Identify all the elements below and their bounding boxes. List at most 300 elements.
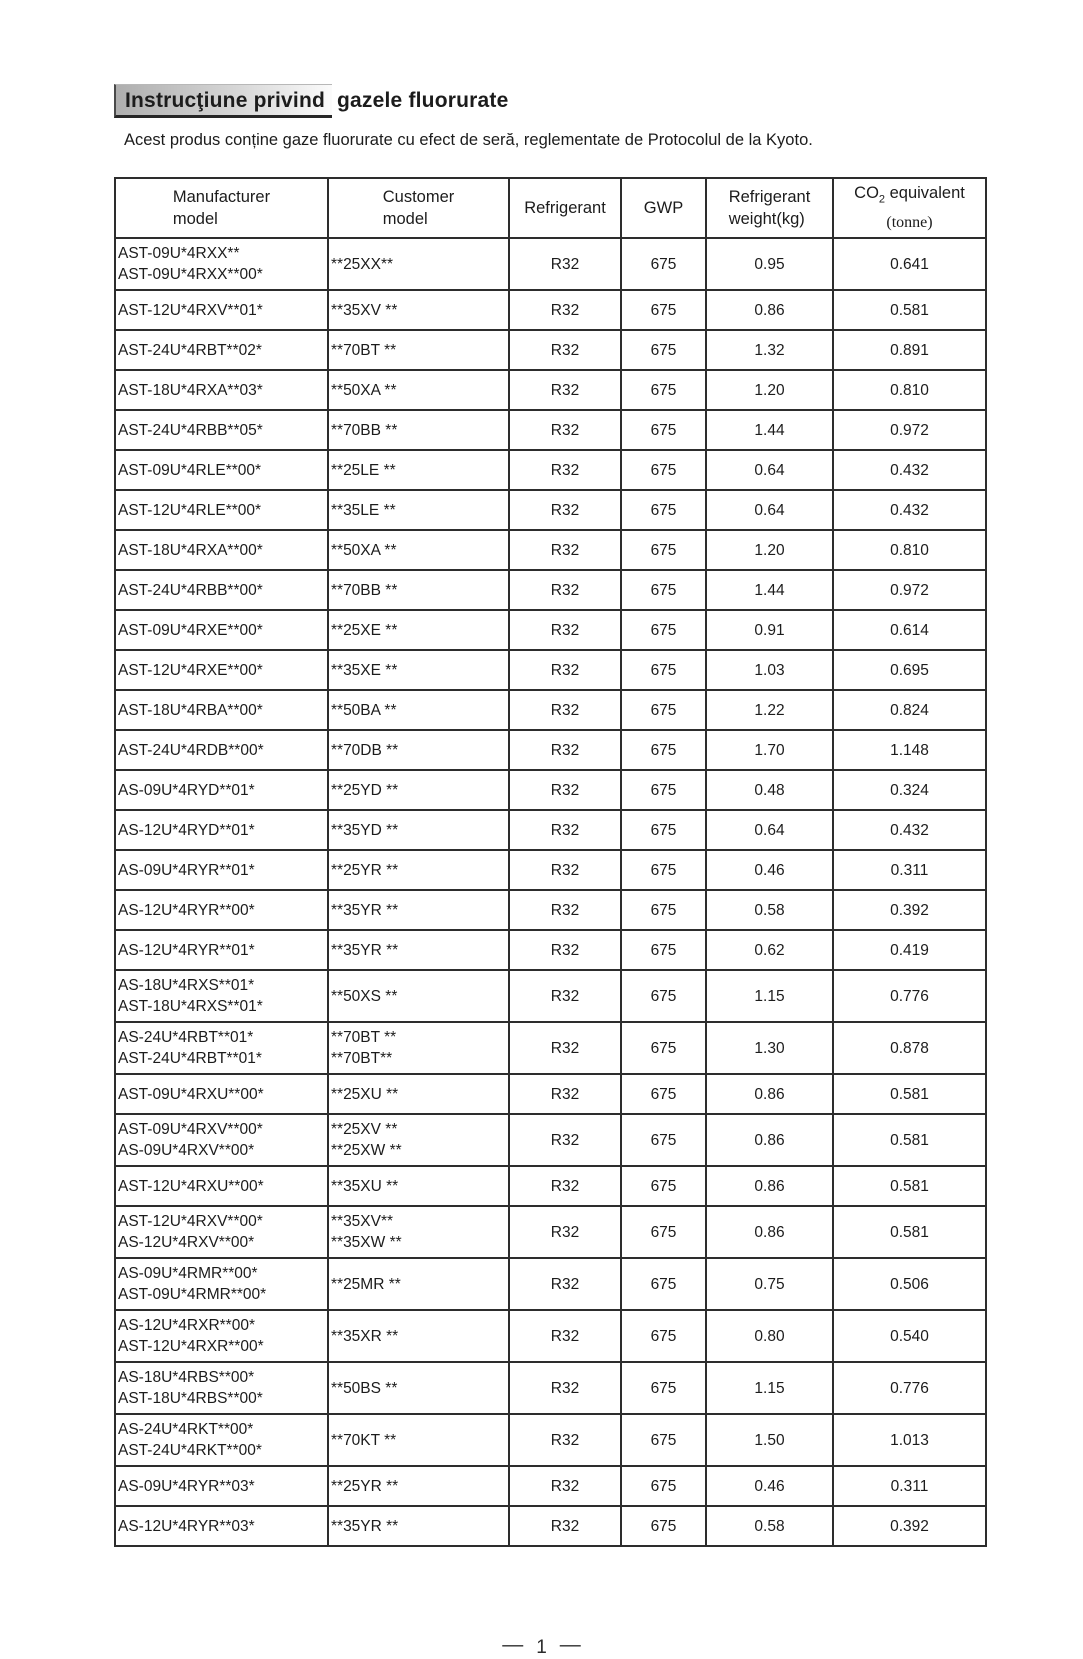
refrigerant-cell: R32 [509,1206,621,1258]
refrigerant-weight-cell: 1.44 [706,410,833,450]
page-title [114,84,985,118]
manufacturer-model-cell [115,770,328,810]
refrigerant-cell: R32 [509,850,621,890]
table-row [115,650,986,690]
refrigerant-cell: R32 [509,1466,621,1506]
table-row [115,410,986,450]
gwp-cell: 675 [621,890,706,930]
header-line: model [172,210,218,228]
table-header-row [115,178,986,238]
manufacturer-model-cell [115,1114,328,1166]
refrigerant-cell: R32 [509,890,621,930]
cell-line: AST-12U*4RXV**01* [118,301,263,319]
cell-line: AST-24U*4RBT**01* [118,1050,262,1067]
gwp-cell: 675 [621,570,706,610]
page-footer [0,1635,1083,1659]
table-row [115,370,986,410]
refrigerant-cell: R32 [509,1114,621,1166]
gwp-cell: 675 [621,1414,706,1466]
cell-line: **35YR ** [331,901,399,919]
table-row [115,930,986,970]
co2-equivalent-cell: 0.392 [833,1506,986,1546]
manufacturer-model-cell [115,690,328,730]
cell-line: **25LE ** [331,461,396,479]
gwp-cell: 675 [621,1466,706,1506]
refrigerant-cell: R32 [509,570,621,610]
customer-model-cell [328,690,509,730]
title-rest: gazele fluorurate [337,89,509,112]
refrigerant-weight-cell: 0.75 [706,1258,833,1310]
cell-line: AST-12U*4RXV**00* [118,1213,263,1230]
header-refrigerant-weight [706,178,833,238]
cell-line: **25XV ** [331,1121,398,1138]
customer-model-cell [328,650,509,690]
title-highlight: Instrucţiune privind [114,84,332,118]
refrigerant-cell: R32 [509,370,621,410]
manufacturer-model-cell [115,450,328,490]
customer-model-cell [328,1022,509,1074]
cell-line: AS-09U*4RMR**00* [118,1265,258,1282]
refrigerant-cell: R32 [509,730,621,770]
manufacturer-model-cell [115,238,328,290]
table-row [115,1506,986,1546]
manufacturer-model-cell [115,490,328,530]
customer-model-cell [328,370,509,410]
refrigerant-weight-cell: 1.15 [706,1362,833,1414]
header-line: weight(kg) [728,210,805,228]
gwp-cell: 675 [621,770,706,810]
cell-line: AST-24U*4RDB**00* [118,741,264,759]
co2-equivalent-cell: 0.776 [833,970,986,1022]
co2-unit: (tonne) [886,213,933,231]
customer-model-cell [328,810,509,850]
refrigerant-weight-cell: 1.50 [706,1414,833,1466]
customer-model-cell [328,890,509,930]
co2-subscript: 2 [878,193,886,206]
cell-line: AST-12U*4RXE**00* [118,661,263,679]
refrigerant-cell: R32 [509,1414,621,1466]
table-row [115,238,986,290]
refrigerant-weight-cell: 1.15 [706,970,833,1022]
cell-line: **70DB ** [331,741,399,759]
manufacturer-model-cell [115,1206,328,1258]
cell-line: **70KT ** [331,1431,397,1449]
table-row [115,330,986,370]
table-row [115,1414,986,1466]
header-co2-equivalent [833,178,986,238]
co2-equivalent-cell: 0.695 [833,650,986,690]
co2-equivalent-cell: 0.776 [833,1362,986,1414]
intro-text: Acest produs conține gaze fluorurate cu efect de seră, reglementate de Protocolul de la Kyoto. [124,131,813,149]
gwp-cell: 675 [621,490,706,530]
manufacturer-model-cell [115,850,328,890]
gwp-cell: 675 [621,1022,706,1074]
co2-equivalent-cell: 0.324 [833,770,986,810]
manufacturer-model-cell [115,290,328,330]
customer-model-cell [328,1074,509,1114]
table-row [115,1466,986,1506]
customer-model-cell [328,970,509,1022]
header-line: Manufacturer [172,188,271,206]
fgas-table [114,177,987,1547]
gwp-cell: 675 [621,810,706,850]
refrigerant-weight-cell: 1.70 [706,730,833,770]
cell-line: AS-12U*4RXR**00* [118,1317,255,1334]
co2-label: CO [854,184,879,203]
table-row [115,450,986,490]
refrigerant-cell: R32 [509,238,621,290]
header-customer-model [328,178,509,238]
refrigerant-cell: R32 [509,610,621,650]
co2-equivalent-cell: 0.311 [833,1466,986,1506]
co2-equivalent-cell: 1.013 [833,1414,986,1466]
co2-equivalent-cell: 0.432 [833,450,986,490]
header-line: Customer [382,188,455,206]
gwp-cell: 675 [621,730,706,770]
cell-line: AST-18U*4RBA**00* [118,701,263,719]
cell-line: **25YD ** [331,781,399,799]
co2-equivalent-cell: 0.810 [833,530,986,570]
table-row [115,970,986,1022]
refrigerant-cell: R32 [509,650,621,690]
refrigerant-cell: R32 [509,1362,621,1414]
co2-equivalent-cell: 0.392 [833,890,986,930]
co2-equivalent-cell: 0.432 [833,810,986,850]
gwp-cell: 675 [621,1114,706,1166]
cell-line: AS-18U*4RBS**00* [118,1369,255,1386]
refrigerant-weight-cell: 1.20 [706,530,833,570]
table-row [115,610,986,650]
manufacturer-model-cell [115,650,328,690]
cell-line: AST-09U*4RXV**00* [118,1121,263,1138]
table-row [115,690,986,730]
cell-line: AS-09U*4RYD**01* [118,781,255,799]
manufacturer-model-cell [115,730,328,770]
cell-line: **70BT ** [331,341,397,359]
header-manufacturer-model [115,178,328,238]
manufacturer-model-cell [115,810,328,850]
co2-equivalent-cell: 0.614 [833,610,986,650]
cell-line: AST-09U*4RLE**00* [118,461,262,479]
header-line: Refrigerant [728,188,811,206]
cell-line: **70BB ** [331,421,398,439]
co2-equivalent-cell: 0.972 [833,410,986,450]
customer-model-cell [328,238,509,290]
customer-model-cell [328,1414,509,1466]
cell-line: **50XS ** [331,987,398,1005]
manufacturer-model-cell [115,1466,328,1506]
gwp-cell: 675 [621,330,706,370]
cell-line: **35XU ** [331,1177,399,1195]
refrigerant-weight-cell: 1.32 [706,330,833,370]
refrigerant-weight-cell: 0.46 [706,1466,833,1506]
gwp-cell: 675 [621,1362,706,1414]
customer-model-cell [328,930,509,970]
customer-model-cell [328,1114,509,1166]
cell-line: AS-09U*4RYR**03* [118,1477,255,1495]
refrigerant-weight-cell: 1.30 [706,1022,833,1074]
customer-model-cell [328,570,509,610]
cell-line: **35YD ** [331,821,399,839]
table-row [115,770,986,810]
table-row [115,290,986,330]
refrigerant-weight-cell: 0.86 [706,1114,833,1166]
customer-model-cell [328,1506,509,1546]
co2-equivalent-cell: 0.581 [833,1114,986,1166]
gwp-cell: 675 [621,1166,706,1206]
customer-model-cell [328,290,509,330]
cell-line: **50BA ** [331,701,397,719]
refrigerant-weight-cell: 0.64 [706,810,833,850]
cell-line: AST-24U*4RBB**05* [118,421,263,439]
header-gwp: GWP [621,178,706,238]
co2-equivalent-cell: 0.581 [833,1166,986,1206]
co2-equivalent-cell: 0.311 [833,850,986,890]
co2-equivalent-cell: 0.891 [833,330,986,370]
manufacturer-model-cell [115,1022,328,1074]
manufacturer-model-cell [115,970,328,1022]
gwp-cell: 675 [621,1310,706,1362]
refrigerant-cell: R32 [509,1310,621,1362]
table-row [115,570,986,610]
cell-line: **50XA ** [331,541,397,559]
co2-equivalent-cell: 0.419 [833,930,986,970]
table-body [115,238,986,1546]
cell-line: AST-18U*4RXA**00* [118,541,263,559]
customer-model-cell [328,730,509,770]
cell-line: AS-12U*4RXV**00* [118,1234,255,1251]
cell-line: AS-12U*4RYR**00* [118,901,255,919]
manufacturer-model-cell [115,1506,328,1546]
refrigerant-cell: R32 [509,810,621,850]
customer-model-cell [328,1166,509,1206]
cell-line: AST-09U*4RXX** [118,245,240,262]
cell-line: AST-18U*4RXA**03* [118,381,263,399]
co2-equivalent-cell: 0.581 [833,290,986,330]
cell-line: **35YR ** [331,941,399,959]
co2-label-rest: equivalent [885,184,965,203]
cell-line: **35XV ** [331,301,398,319]
refrigerant-weight-cell: 0.48 [706,770,833,810]
refrigerant-cell: R32 [509,330,621,370]
cell-line: AS-09U*4RXV**00* [118,1142,255,1159]
refrigerant-weight-cell: 0.86 [706,1074,833,1114]
refrigerant-cell: R32 [509,930,621,970]
refrigerant-weight-cell: 0.64 [706,450,833,490]
co2-equivalent-cell: 0.581 [833,1206,986,1258]
refrigerant-weight-cell: 0.46 [706,850,833,890]
gwp-cell: 675 [621,970,706,1022]
table-row [115,1166,986,1206]
cell-line: **35XW ** [331,1234,402,1251]
cell-line: **25XX** [331,255,394,273]
header-refrigerant: Refrigerant [509,178,621,238]
cell-line: AS-12U*4RYR**03* [118,1517,255,1535]
cell-line: **50BS ** [331,1379,398,1397]
cell-line: **25XE ** [331,621,398,639]
manufacturer-model-cell [115,1166,328,1206]
co2-equivalent-cell: 0.641 [833,238,986,290]
cell-line: **25XU ** [331,1085,399,1103]
refrigerant-cell: R32 [509,290,621,330]
refrigerant-weight-cell: 0.95 [706,238,833,290]
cell-line: AS-12U*4RYR**01* [118,941,255,959]
customer-model-cell [328,330,509,370]
refrigerant-cell: R32 [509,1022,621,1074]
footer-dash-right: — [559,1633,581,1656]
co2-equivalent-cell: 0.972 [833,570,986,610]
refrigerant-cell: R32 [509,490,621,530]
refrigerant-cell: R32 [509,690,621,730]
cell-line: AS-24U*4RKT**00* [118,1421,254,1438]
cell-line: AS-24U*4RBT**01* [118,1029,254,1046]
cell-line: AST-09U*4RXE**00* [118,621,263,639]
table-row [115,850,986,890]
refrigerant-weight-cell: 0.80 [706,1310,833,1362]
customer-model-cell [328,1466,509,1506]
manufacturer-model-cell [115,1074,328,1114]
co2-equivalent-cell: 0.581 [833,1074,986,1114]
customer-model-cell [328,610,509,650]
refrigerant-weight-cell: 0.58 [706,1506,833,1546]
refrigerant-weight-cell: 1.20 [706,370,833,410]
cell-line: AST-09U*4RMR**00* [118,1286,267,1303]
refrigerant-cell: R32 [509,770,621,810]
refrigerant-cell: R32 [509,530,621,570]
gwp-cell: 675 [621,690,706,730]
customer-model-cell [328,770,509,810]
refrigerant-cell: R32 [509,410,621,450]
manufacturer-model-cell [115,570,328,610]
gwp-cell: 675 [621,1258,706,1310]
refrigerant-weight-cell: 0.86 [706,1166,833,1206]
manufacturer-model-cell [115,1310,328,1362]
co2-equivalent-cell: 1.148 [833,730,986,770]
refrigerant-cell: R32 [509,1166,621,1206]
manufacturer-model-cell [115,1258,328,1310]
cell-line: AS-18U*4RXS**01* [118,977,255,994]
cell-line: **70BT** [331,1050,393,1067]
co2-equivalent-cell: 0.506 [833,1258,986,1310]
manufacturer-model-cell [115,890,328,930]
table-row [115,530,986,570]
header-line: model [382,210,428,228]
refrigerant-cell: R32 [509,450,621,490]
co2-equivalent-cell: 0.540 [833,1310,986,1362]
table-row [115,810,986,850]
page-number: 1 [536,1637,547,1658]
gwp-cell: 675 [621,650,706,690]
refrigerant-weight-cell: 1.03 [706,650,833,690]
table-row [115,890,986,930]
cell-line: AST-12U*4RLE**00* [118,501,262,519]
gwp-cell: 675 [621,410,706,450]
cell-line: **35XR ** [331,1327,399,1345]
table-row [115,1310,986,1362]
refrigerant-weight-cell: 0.64 [706,490,833,530]
cell-line: AST-12U*4RXU**00* [118,1177,264,1195]
gwp-cell: 675 [621,370,706,410]
cell-line: **70BB ** [331,581,398,599]
refrigerant-cell: R32 [509,1258,621,1310]
cell-line: AST-24U*4RBT**02* [118,341,262,359]
table-row [115,730,986,770]
footer-dash-left: — [502,1633,524,1656]
co2-equivalent-cell: 0.824 [833,690,986,730]
cell-line: **25XW ** [331,1142,402,1159]
table-row [115,1074,986,1114]
customer-model-cell [328,450,509,490]
refrigerant-cell: R32 [509,1506,621,1546]
customer-model-cell [328,490,509,530]
customer-model-cell [328,1258,509,1310]
cell-line: **25MR ** [331,1275,401,1293]
customer-model-cell [328,1310,509,1362]
customer-model-cell [328,850,509,890]
gwp-cell: 675 [621,1506,706,1546]
customer-model-cell [328,1206,509,1258]
refrigerant-weight-cell: 0.58 [706,890,833,930]
refrigerant-weight-cell: 1.22 [706,690,833,730]
table-row [115,1206,986,1258]
cell-line: **35XE ** [331,661,398,679]
gwp-cell: 675 [621,238,706,290]
cell-line: AST-24U*4RKT**00* [118,1442,262,1459]
refrigerant-weight-cell: 1.44 [706,570,833,610]
gwp-cell: 675 [621,1206,706,1258]
cell-line: **35YR ** [331,1517,399,1535]
cell-line: **25YR ** [331,861,399,879]
table-row [115,490,986,530]
cell-line: AST-24U*4RBB**00* [118,581,263,599]
refrigerant-weight-cell: 0.91 [706,610,833,650]
gwp-cell: 675 [621,290,706,330]
co2-equivalent-cell: 0.878 [833,1022,986,1074]
gwp-cell: 675 [621,930,706,970]
manufacturer-model-cell [115,370,328,410]
gwp-cell: 675 [621,1074,706,1114]
cell-line: AST-09U*4RXU**00* [118,1085,264,1103]
table-row [115,1258,986,1310]
cell-line: AS-12U*4RYD**01* [118,821,255,839]
refrigerant-weight-cell: 0.62 [706,930,833,970]
table-row [115,1022,986,1074]
table-row [115,1362,986,1414]
gwp-cell: 675 [621,850,706,890]
refrigerant-cell: R32 [509,970,621,1022]
manufacturer-model-cell [115,1362,328,1414]
customer-model-cell [328,530,509,570]
cell-line: AST-18U*4RXS**01* [118,998,263,1015]
manufacturer-model-cell [115,1414,328,1466]
cell-line: **25YR ** [331,1477,399,1495]
manufacturer-model-cell [115,530,328,570]
refrigerant-weight-cell: 0.86 [706,290,833,330]
customer-model-cell [328,410,509,450]
cell-line: **35LE ** [331,501,396,519]
gwp-cell: 675 [621,530,706,570]
cell-line: **70BT ** [331,1029,397,1046]
cell-line: AS-09U*4RYR**01* [118,861,255,879]
cell-line: **35XV** [331,1213,394,1230]
table-row [115,1114,986,1166]
manufacturer-model-cell [115,930,328,970]
manufacturer-model-cell [115,330,328,370]
cell-line: AST-18U*4RBS**00* [118,1390,263,1407]
cell-line: AST-09U*4RXX**00* [118,266,263,283]
co2-equivalent-cell: 0.810 [833,370,986,410]
gwp-cell: 675 [621,450,706,490]
